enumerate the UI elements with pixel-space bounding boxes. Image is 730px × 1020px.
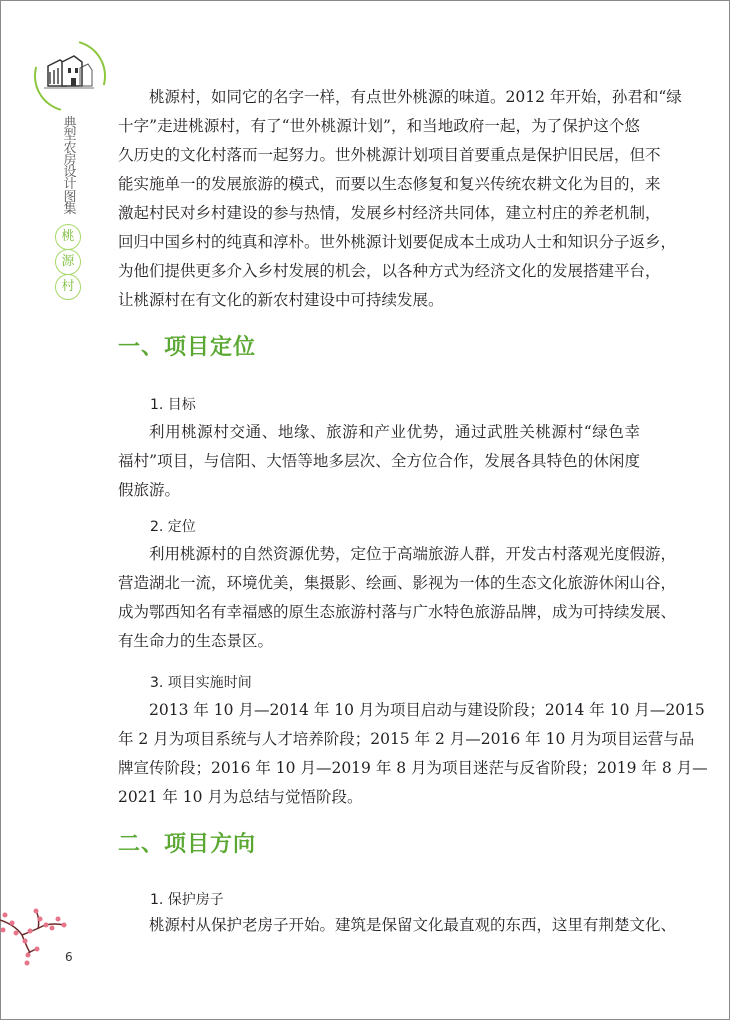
text-line: 营造湖北一流，环境优美，集摄影、绘画、影视为一体的生态文化旅游休闲山谷， [118,574,677,592]
text-line: 桃源村从保护老房子开始。建筑是保留文化最直观的东西，这里有荆楚文化、 [149,916,677,934]
text-line: 能实施单一的发展旅游的模式，而要以生态修复和复兴传统农耕文化为目的，来 [118,175,661,193]
text-line: 激起村民对乡村建设的参与热情，发展乡村经济共同体，建立村庄的养老机制， [118,204,661,222]
text-line: 利用桃源村的自然资源优势，定位于高端旅游人群，开发古村落观光度假游， [149,545,677,563]
timeline-paragraph [118,696,708,812]
subheading: 2. 定位 [150,519,196,535]
text-line: 成为鄂西知名有幸福感的原生态旅游村落与广水特色旅游品牌，成为可持续发展、 [118,603,677,621]
sidebar-badge: 源 [55,249,81,275]
series-title-vertical: 典型农房设计图集 [63,116,77,218]
text-line: 2013 年 10 月—2014 年 10 月为项目启动与建设阶段；2014 年 10 月—2015 [149,701,705,719]
text-line: 2021 年 10 月为总结与觉悟阶段。 [118,788,363,806]
subheading: 3. 项目实施时间 [150,675,252,691]
text-line: 十字”走进桃源村，有了“世外桃源计划”，和当地政府一起，为了保护这个悠 [118,117,640,135]
text-line: 有生命力的生态景区。 [118,632,274,650]
positioning-paragraph [118,540,677,656]
protect-paragraph [118,911,677,940]
section-heading: 二、项目方向 [118,831,257,857]
text-line: 回归中国乡村的纯真和淳朴。世外桃源计划要促成本土成功人士和知识分子返乡， [118,233,677,251]
goal-paragraph [118,418,640,505]
text-line: 久历史的文化村落而一起努力。世外桃源计划项目首要重点是保护旧民居，但不 [118,146,661,164]
sidebar-badge: 村 [55,274,81,300]
text-line: 假旅游。 [118,481,181,499]
text-line: 利用桃源村交通、地缘、旅游和产业优势，通过武胜关桃源村“绿色幸 [149,423,640,441]
page-number: 6 [65,950,73,964]
text-line: 福村”项目，与信阳、大悟等地多层次、全方位合作，发展各具特色的休闲度 [118,452,640,470]
sidebar-badge: 桃 [55,224,81,250]
intro-paragraph [118,83,682,315]
subheading: 1. 保护房子 [150,892,224,908]
village-house-illustration [44,52,94,92]
section-heading: 一、项目定位 [118,334,257,360]
subheading: 1. 目标 [150,397,196,413]
text-line: 年 2 月为项目系统与人才培养阶段；2015 年 2 月—2016 年 10 月为项目运营与品 [118,730,695,748]
text-line: 让桃源村在有文化的新农村建设中可持续发展。 [118,291,444,309]
text-line: 牌宣传阶段；2016 年 10 月—2019 年 8 月为项目迷茫与反省阶段；2019 年 8 月— [118,759,708,777]
text-line: 为他们提供更多介入乡村发展的机会，以各种方式为经济文化的发展搭建平台， [118,262,661,280]
plum-blossom-decoration [0,905,70,975]
text-line: 桃源村，如同它的名字一样，有点世外桃源的味道。2012 年开始，孙君和“绿 [149,88,682,106]
